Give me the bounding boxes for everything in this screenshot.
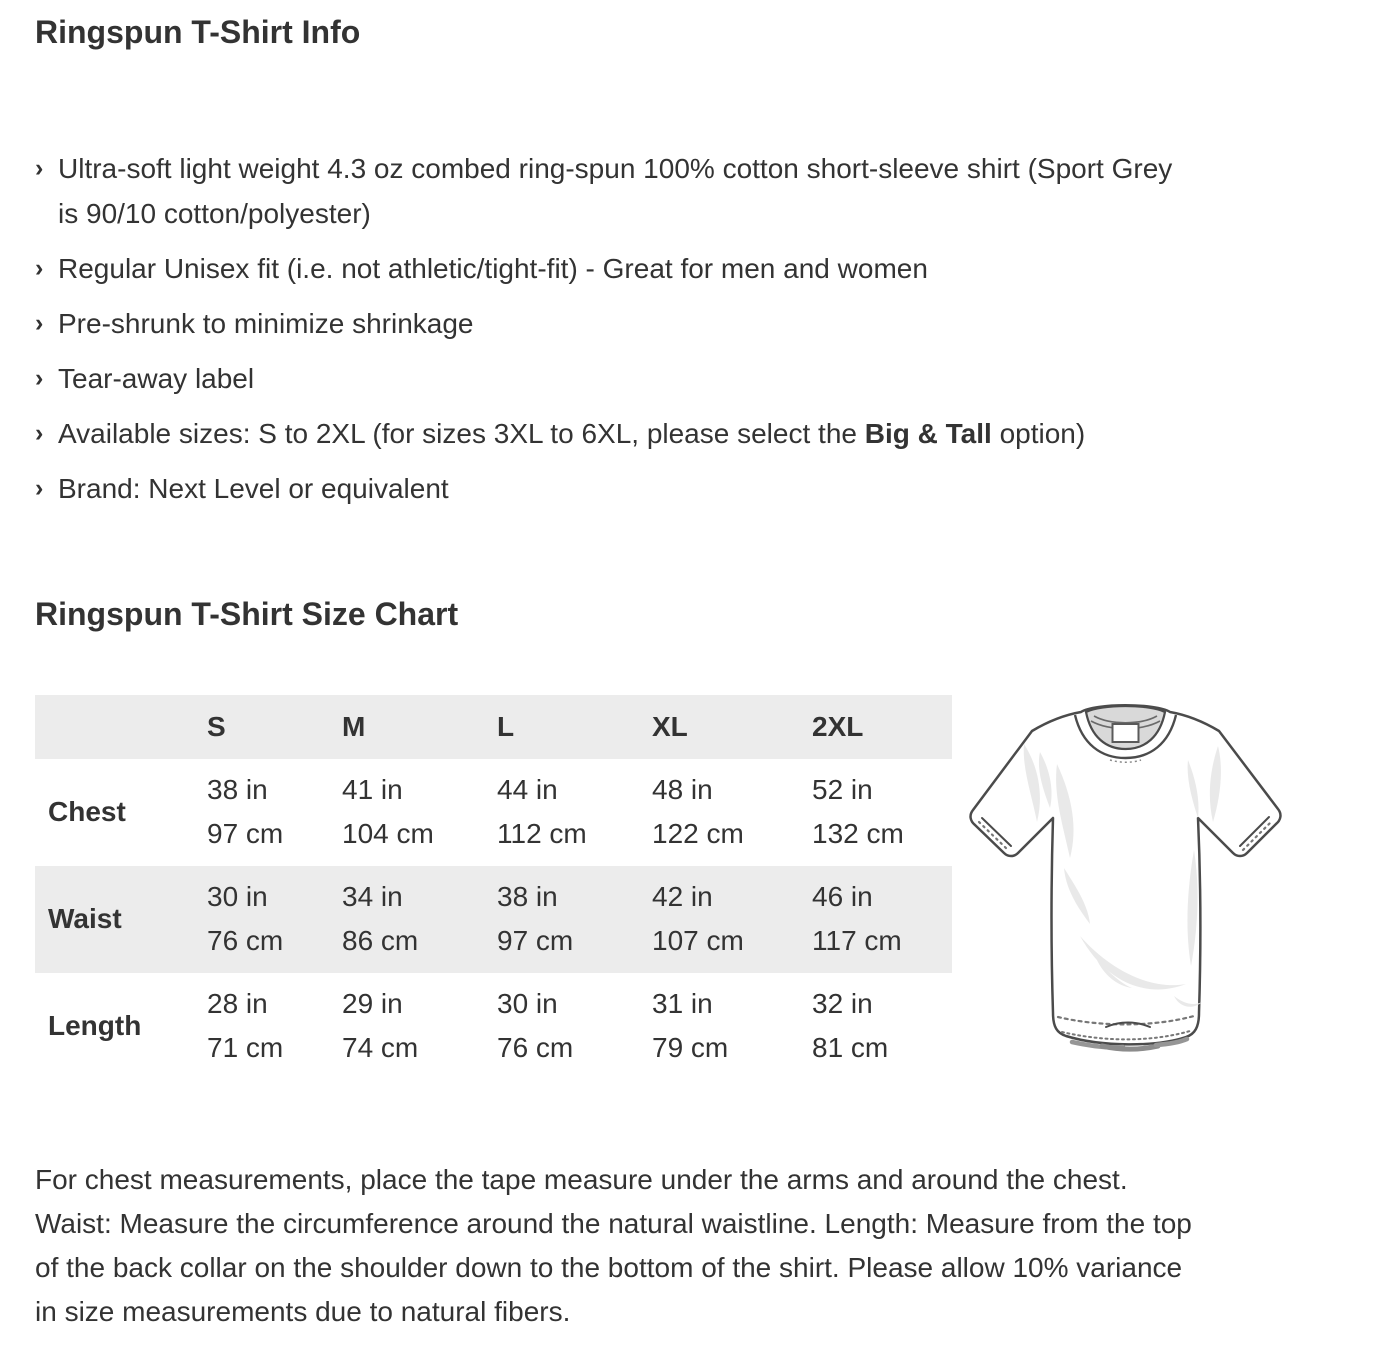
size-chart-row [35, 866, 952, 973]
inches-value: 48 in [652, 774, 713, 806]
cm-value: 97 cm [207, 818, 284, 850]
measurement-cell [812, 973, 952, 1080]
cm-value: 112 cm [497, 818, 587, 850]
measurement-cell [652, 759, 812, 866]
inches-value: 31 in [652, 988, 713, 1020]
size-column-header: 2XL [812, 710, 864, 742]
feature-text: Ultra-soft light weight 4.3 oz combed ring-spun 100% cotton short-sleeve shirt (Sport Grey is 90/10 cotton/polyester) [58, 152, 1173, 229]
measurement-cell [652, 973, 812, 1080]
measurement-cell [812, 759, 952, 866]
size-chart-head-row [35, 695, 952, 759]
measurement-cell [342, 973, 497, 1080]
size-chart-section [35, 695, 1345, 1080]
size-chart-body [35, 759, 952, 1080]
inches-value: 30 in [207, 881, 268, 913]
size-column-header: S [207, 710, 226, 742]
cm-value: 79 cm [652, 1032, 729, 1064]
feature-item [35, 356, 1345, 401]
feature-item [35, 246, 1345, 291]
size-chart-table [35, 695, 952, 1080]
t-shirt-drawing [960, 700, 1285, 1060]
measurement-cell [207, 759, 342, 866]
measurement-label: Chest [48, 796, 126, 828]
cm-value: 97 cm [497, 925, 574, 957]
bullet-icon: › [35, 153, 44, 182]
feature-text: Pre-shrunk to minimize shrinkage [58, 307, 474, 339]
bullet-icon: › [35, 473, 44, 502]
inches-value: 41 in [342, 774, 403, 806]
cm-value: 71 cm [207, 1032, 284, 1064]
measurement-label: Waist [48, 903, 122, 935]
feature-list [35, 146, 1345, 511]
bullet-icon: › [35, 308, 44, 337]
cm-value: 107 cm [652, 925, 744, 957]
size-chart-row [35, 759, 952, 866]
inches-value: 52 in [812, 774, 873, 806]
measurement-cell [342, 759, 497, 866]
cm-value: 132 cm [812, 818, 904, 850]
instruction-line: For chest measurements, place the tape measure under the arms and around the chest. [35, 1163, 1128, 1195]
size-chart-row [35, 973, 952, 1080]
feature-item [35, 301, 1345, 346]
inches-value: 28 in [207, 988, 268, 1020]
instruction-line: Waist: Measure the circumference around the natural waistline. Length: Measure from the top [35, 1207, 1192, 1239]
t-shirt-illustration [960, 700, 1285, 1065]
inches-value: 38 in [207, 774, 268, 806]
inches-value: 46 in [812, 881, 873, 913]
inches-value: 34 in [342, 881, 403, 913]
neck-label [1113, 724, 1139, 742]
instruction-line: in size measurements due to natural fibers. [35, 1295, 571, 1327]
measurement-label: Length [48, 1010, 142, 1042]
feature-text: Tear-away label [58, 362, 255, 394]
size-chart-title: Ringspun T-Shirt Size Chart [35, 595, 459, 632]
measurement-instructions [35, 1158, 1345, 1334]
cm-value: 122 cm [652, 818, 744, 850]
inches-value: 30 in [497, 988, 558, 1020]
feature-text: Regular Unisex fit (i.e. not athletic/tight-fit) - Great for men and women [58, 252, 928, 284]
cm-value: 74 cm [342, 1032, 419, 1064]
bullet-icon: › [35, 253, 44, 282]
cm-value: 76 cm [207, 925, 284, 957]
size-column-header: XL [652, 710, 688, 742]
feature-text: Available sizes: S to 2XL (for sizes 3XL to 6XL, please select the Big & Tall option) [58, 417, 1086, 449]
bullet-icon: › [35, 418, 44, 447]
feature-text: Brand: Next Level or equivalent [58, 472, 449, 504]
measurement-cell [497, 866, 652, 973]
size-column-header: L [497, 710, 515, 742]
inches-value: 29 in [342, 988, 403, 1020]
cm-value: 86 cm [342, 925, 419, 957]
measurement-cell [207, 866, 342, 973]
measurement-cell [652, 866, 812, 973]
cm-value: 76 cm [497, 1032, 574, 1064]
inches-value: 42 in [652, 881, 713, 913]
info-section-title: Ringspun T-Shirt Info [35, 14, 361, 50]
size-column-header: M [342, 710, 366, 742]
inches-value: 38 in [497, 881, 558, 913]
instruction-line: of the back collar on the shoulder down to the bottom of the shirt. Please allow 10% variance [35, 1251, 1183, 1283]
feature-item [35, 411, 1345, 456]
measurement-cell [497, 759, 652, 866]
measurement-cell [342, 866, 497, 973]
measurement-cell [812, 866, 952, 973]
bullet-icon: › [35, 363, 44, 392]
shirt-body-outline [971, 705, 1281, 1044]
measurement-cell [497, 973, 652, 1080]
measurement-cell [207, 973, 342, 1080]
inches-value: 32 in [812, 988, 873, 1020]
inches-value: 44 in [497, 774, 558, 806]
cm-value: 81 cm [812, 1032, 889, 1064]
feature-item [35, 146, 1345, 236]
cm-value: 104 cm [342, 818, 434, 850]
feature-item [35, 466, 1345, 511]
corner-cell [35, 695, 207, 759]
cm-value: 117 cm [812, 925, 902, 957]
